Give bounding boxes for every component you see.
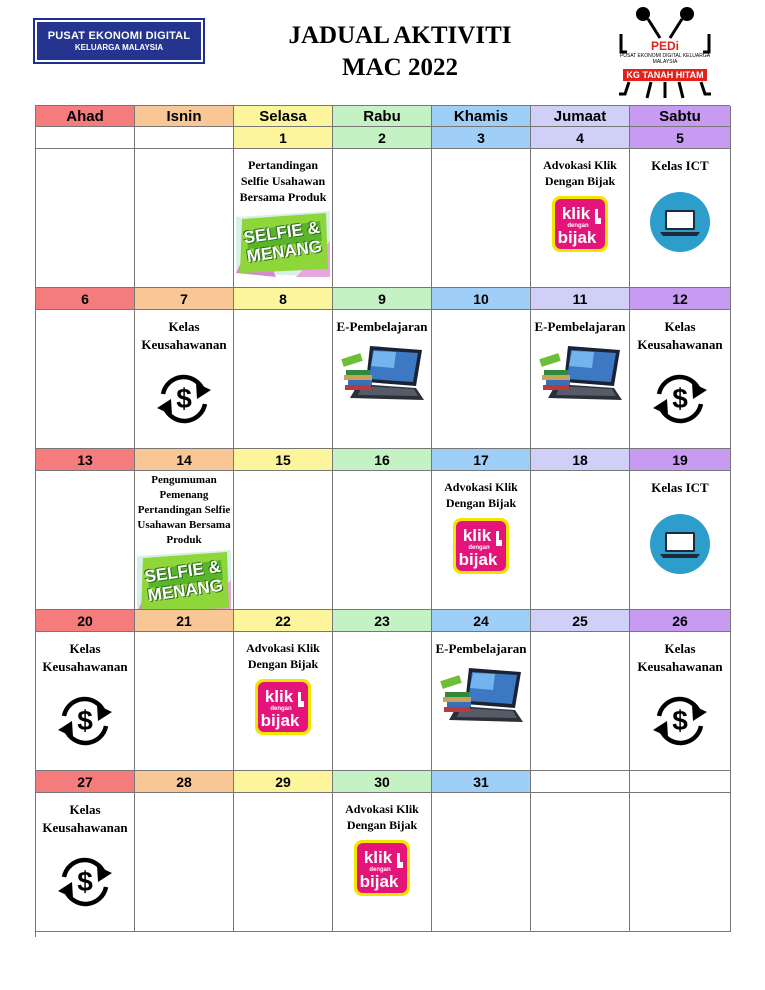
activity-label: Pertandingan Selfie Usahawan Bersama Produk bbox=[239, 158, 327, 204]
svg-text:dengan: dengan bbox=[567, 223, 589, 229]
klik-dengan-bijak-icon bbox=[551, 195, 609, 258]
day-activity-cell bbox=[234, 632, 333, 771]
activity bbox=[135, 471, 233, 610]
date-cell bbox=[531, 771, 630, 793]
day-header-jumaat: Jumaat bbox=[531, 106, 630, 127]
dollar-cycle-icon bbox=[151, 370, 217, 433]
date-cell: 5 bbox=[630, 127, 731, 149]
day-activity-cell bbox=[135, 632, 234, 771]
day-activity-cell bbox=[135, 149, 234, 288]
activity bbox=[36, 632, 134, 755]
activity-label: E-Pembelajaran bbox=[435, 641, 527, 656]
svg-text:$: $ bbox=[672, 383, 688, 414]
logo-left-line2: KELUARGA MALAYSIA bbox=[74, 43, 164, 52]
activity bbox=[135, 310, 233, 433]
day-activity-cell bbox=[135, 310, 234, 449]
date-cell: 9 bbox=[333, 288, 432, 310]
day-activity-cell bbox=[531, 471, 630, 610]
date-cell: 22 bbox=[234, 610, 333, 632]
activity-calendar bbox=[35, 105, 730, 937]
day-header-ahad: Ahad bbox=[36, 106, 135, 127]
day-activity-cell bbox=[36, 471, 135, 610]
day-activity-cell bbox=[531, 793, 630, 932]
day-activity-cell bbox=[630, 149, 731, 288]
day-activity-cell bbox=[333, 632, 432, 771]
svg-text:dengan: dengan bbox=[468, 545, 490, 551]
date-cell: 23 bbox=[333, 610, 432, 632]
day-activity-cell bbox=[531, 632, 630, 771]
activity-label: Pengumuman Pemenang Pertandingan Selfie Usahawan Bersama Produk bbox=[137, 474, 231, 546]
day-activity-cell bbox=[630, 471, 731, 610]
activity bbox=[234, 149, 332, 282]
activity-label: Kelas Keusahawanan bbox=[637, 319, 723, 352]
activity bbox=[630, 149, 730, 258]
day-activity-cell bbox=[630, 310, 731, 449]
date-cell: 29 bbox=[234, 771, 333, 793]
day-activity-cell bbox=[234, 793, 333, 932]
page-subtitle-month: MAC 2022 bbox=[342, 54, 458, 81]
activity-label: E-Pembelajaran bbox=[534, 319, 626, 334]
activity bbox=[630, 310, 730, 433]
date-cell bbox=[135, 127, 234, 149]
day-activity-cell bbox=[36, 632, 135, 771]
day-activity-cell bbox=[36, 149, 135, 288]
date-cell: 27 bbox=[36, 771, 135, 793]
date-cell: 20 bbox=[36, 610, 135, 632]
activity-label: Kelas Keusahawanan bbox=[42, 802, 128, 835]
pedi-logo bbox=[615, 4, 715, 100]
day-header-selasa: Selasa bbox=[234, 106, 333, 127]
day-activity-cell bbox=[333, 793, 432, 932]
date-cell: 6 bbox=[36, 288, 135, 310]
klik-dengan-bijak-icon bbox=[254, 678, 312, 741]
date-cell: 26 bbox=[630, 610, 731, 632]
pedi-subtitle: PUSAT EKONOMI DIGITAL KELUARGA MALAYSIA bbox=[619, 53, 711, 65]
date-cell: 1 bbox=[234, 127, 333, 149]
activity bbox=[36, 793, 134, 916]
date-cell: 31 bbox=[432, 771, 531, 793]
day-activity-cell bbox=[432, 632, 531, 771]
date-cell: 18 bbox=[531, 449, 630, 471]
date-cell: 7 bbox=[135, 288, 234, 310]
date-cell: 3 bbox=[432, 127, 531, 149]
activity-label: Kelas Keusahawanan bbox=[42, 641, 128, 674]
svg-text:klik: klik bbox=[462, 526, 492, 545]
pusat-ekonomi-digital-logo bbox=[33, 18, 205, 64]
activity-label: Kelas ICT bbox=[651, 480, 709, 495]
date-cell: 24 bbox=[432, 610, 531, 632]
date-cell: 2 bbox=[333, 127, 432, 149]
day-activity-cell bbox=[531, 310, 630, 449]
day-activity-cell bbox=[630, 793, 731, 932]
day-header-isnin: Isnin bbox=[135, 106, 234, 127]
day-header-sabtu: Sabtu bbox=[630, 106, 731, 127]
activity-label: Kelas Keusahawanan bbox=[141, 319, 227, 352]
date-cell: 28 bbox=[135, 771, 234, 793]
laptop-icon bbox=[649, 513, 711, 580]
activity bbox=[234, 632, 332, 741]
day-activity-cell bbox=[234, 310, 333, 449]
date-cell: 14 bbox=[135, 449, 234, 471]
date-cell: 30 bbox=[333, 771, 432, 793]
activity-label: Advokasi Klik Dengan Bijak bbox=[345, 802, 419, 832]
svg-text:$: $ bbox=[77, 705, 93, 736]
date-cell: 17 bbox=[432, 449, 531, 471]
day-activity-cell bbox=[36, 793, 135, 932]
activity-label: Advokasi Klik Dengan Bijak bbox=[543, 158, 617, 188]
day-activity-cell bbox=[630, 632, 731, 771]
date-cell: 13 bbox=[36, 449, 135, 471]
page-title: JADUAL AKTIVITI bbox=[288, 22, 512, 49]
date-cell: 8 bbox=[234, 288, 333, 310]
date-cell bbox=[630, 771, 731, 793]
svg-text:klik: klik bbox=[363, 848, 393, 867]
selfie-menang-label: SELFIE & MENANG bbox=[143, 556, 225, 606]
day-activity-cell bbox=[135, 471, 234, 610]
date-cell: 19 bbox=[630, 449, 731, 471]
activity bbox=[630, 471, 730, 580]
date-cell: 15 bbox=[234, 449, 333, 471]
svg-text:bijak: bijak bbox=[557, 228, 597, 247]
day-activity-cell bbox=[333, 471, 432, 610]
pedi-word: PEDi bbox=[650, 39, 679, 53]
pedi-location: KG TANAH HITAM bbox=[623, 69, 706, 81]
activity bbox=[630, 632, 730, 755]
logo-left-line1: PUSAT EKONOMI DIGITAL bbox=[47, 30, 191, 42]
activity-label: Kelas ICT bbox=[651, 158, 709, 173]
date-cell: 10 bbox=[432, 288, 531, 310]
svg-text:klik: klik bbox=[561, 204, 591, 223]
dollar-cycle-icon bbox=[647, 370, 713, 433]
selfie-menang-icon bbox=[236, 211, 330, 282]
date-cell: 4 bbox=[531, 127, 630, 149]
klik-dengan-bijak-icon bbox=[452, 517, 510, 580]
svg-text:dengan: dengan bbox=[270, 706, 292, 712]
activity bbox=[333, 793, 431, 902]
svg-text:bijak: bijak bbox=[260, 711, 300, 730]
svg-text:bijak: bijak bbox=[359, 872, 399, 891]
dollar-cycle-icon bbox=[52, 692, 118, 755]
activity-label: Advokasi Klik Dengan Bijak bbox=[444, 480, 518, 510]
day-activity-cell bbox=[333, 149, 432, 288]
day-activity-cell bbox=[432, 471, 531, 610]
day-header-khamis: Khamis bbox=[432, 106, 531, 127]
day-activity-cell bbox=[531, 149, 630, 288]
day-activity-cell bbox=[234, 471, 333, 610]
activity-label: E-Pembelajaran bbox=[336, 319, 428, 334]
laptop-books-icon bbox=[340, 342, 424, 409]
date-cell bbox=[36, 127, 135, 149]
date-cell: 11 bbox=[531, 288, 630, 310]
selfie-menang-label: SELFIE & MENANG bbox=[242, 217, 324, 267]
svg-text:klik: klik bbox=[264, 687, 294, 706]
dollar-cycle-icon bbox=[647, 692, 713, 755]
date-cell: 25 bbox=[531, 610, 630, 632]
day-activity-cell bbox=[36, 310, 135, 449]
date-cell: 12 bbox=[630, 288, 731, 310]
activity bbox=[333, 310, 431, 409]
dollar-cycle-icon bbox=[52, 853, 118, 916]
date-cell: 21 bbox=[135, 610, 234, 632]
day-activity-cell bbox=[234, 149, 333, 288]
day-activity-cell bbox=[432, 793, 531, 932]
klik-dengan-bijak-icon bbox=[353, 839, 411, 902]
day-activity-cell bbox=[432, 310, 531, 449]
selfie-menang-icon bbox=[137, 550, 231, 610]
day-header-rabu: Rabu bbox=[333, 106, 432, 127]
svg-text:$: $ bbox=[176, 383, 192, 414]
activity bbox=[432, 632, 530, 731]
svg-text:$: $ bbox=[672, 705, 688, 736]
activity-label: Advokasi Klik Dengan Bijak bbox=[246, 641, 320, 671]
activity bbox=[432, 471, 530, 580]
day-activity-cell bbox=[432, 149, 531, 288]
day-activity-cell bbox=[135, 793, 234, 932]
activity bbox=[531, 149, 629, 258]
laptop-books-icon bbox=[538, 342, 622, 409]
laptop-icon bbox=[649, 191, 711, 258]
day-activity-cell bbox=[333, 310, 432, 449]
laptop-books-icon bbox=[439, 664, 523, 731]
svg-text:$: $ bbox=[77, 866, 93, 897]
svg-text:bijak: bijak bbox=[458, 550, 498, 569]
date-cell: 16 bbox=[333, 449, 432, 471]
activity bbox=[531, 310, 629, 409]
activity-label: Kelas Keusahawanan bbox=[637, 641, 723, 674]
svg-text:dengan: dengan bbox=[369, 867, 391, 873]
